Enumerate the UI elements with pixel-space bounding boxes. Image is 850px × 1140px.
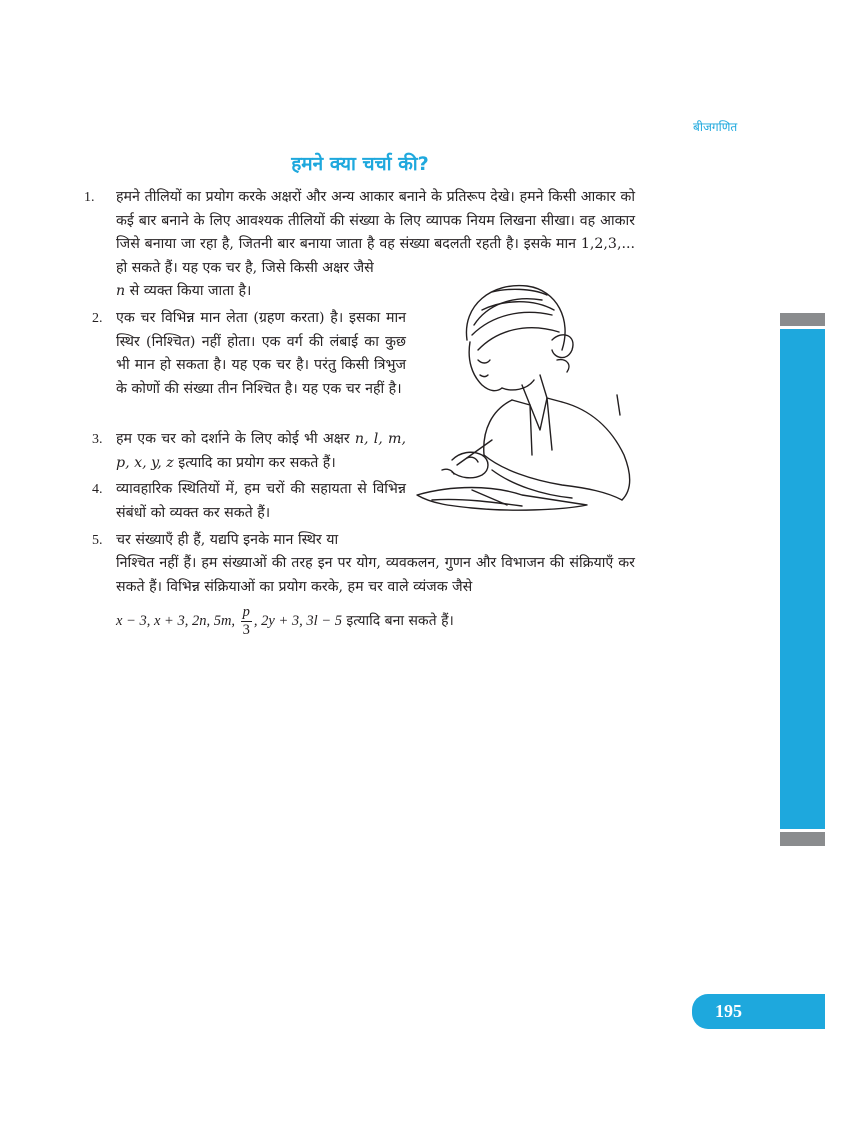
side-tab-cap (780, 313, 825, 326)
variable-n: n (116, 283, 126, 299)
item-number: 4. (92, 482, 103, 497)
expression-tail: इत्यादि बना सकते हैं। (341, 612, 454, 629)
section-title: हमने क्या चर्चा की? (291, 153, 429, 175)
item-text-end: से व्यक्त किया जाता है। (125, 283, 252, 299)
item-text: हमने तीलियों का प्रयोग करके अक्षरों और अन्य आकार बनाने के प्रतिरूप देखे। हमने किसी आकार को कई बार बनाने के लिए आवश्यक तीलियों की संख्या के लिए व्यापक नियम लिखना सीखा। वह आकार जिसे बनाया जा रहा है, जितनी बार बनाया जाता है वह संख्या बदलती रहती है। इसके मान 1,2,3,... हो सकते हैं। यह एक चर है, जिसे किसी अक्षर जैसे (116, 189, 635, 276)
running-head: बीजगणित (693, 120, 738, 134)
side-tab (780, 329, 825, 829)
list-item: व्यावहारिक स्थितियों में, हम चरों की सहायता से विभिन्न संबंधों को व्यक्त कर सकते हैं। (116, 481, 406, 521)
item-text: हम एक चर को दर्शाने के लिए कोई भी अक्षर (116, 431, 355, 447)
expression-part2: , 2y + 3, 3l − 5 (253, 612, 342, 629)
item-text-end: इत्यादि का प्रयोग कर सकते हैं। (173, 454, 336, 471)
list-item-line1: चर संख्याएँ ही हैं, यद्यपि इनके मान स्थिर या (116, 532, 339, 548)
variable-list: n, l, m, p, x, y, z (116, 431, 406, 471)
expression-line (116, 604, 454, 639)
side-tab-foot (780, 832, 825, 846)
item-number: 3. (92, 432, 103, 447)
expression-part1: x − 3, x + 3, 2n, 5m, (116, 612, 236, 629)
fraction-numerator: p (242, 604, 250, 620)
item-number: 2. (92, 311, 103, 326)
list-item: एक चर विभिन्न मान लेता (ग्रहण करता) है। इसका मान स्थिर (निश्चित) नहीं होता। एक वर्ग की लंबाई का कुछ भी मान हो सकता है। यह एक चर है। परंतु किसी त्रिभुज के कोणों की संख्या तीन निश्चित है। यह एक चर नहीं है। (116, 310, 406, 397)
item-number: 5. (92, 533, 103, 548)
fraction-denominator: 3 (242, 622, 250, 638)
list-item-cont: निश्चित नहीं हैं। हम संख्याओं की तरह इन पर योग, व्यवकलन, गुणन और विभाजन की संक्रियाएँ कर सकते हैं। विभिन्न संक्रियाओं का प्रयोग करके, हम चर वाले व्यंजक जैसे (116, 555, 635, 595)
list-item (116, 428, 406, 475)
item-number: 1. (84, 190, 95, 205)
page-number: 195 (692, 994, 825, 1029)
student-writing-illustration (412, 280, 637, 535)
fraction (241, 604, 252, 639)
